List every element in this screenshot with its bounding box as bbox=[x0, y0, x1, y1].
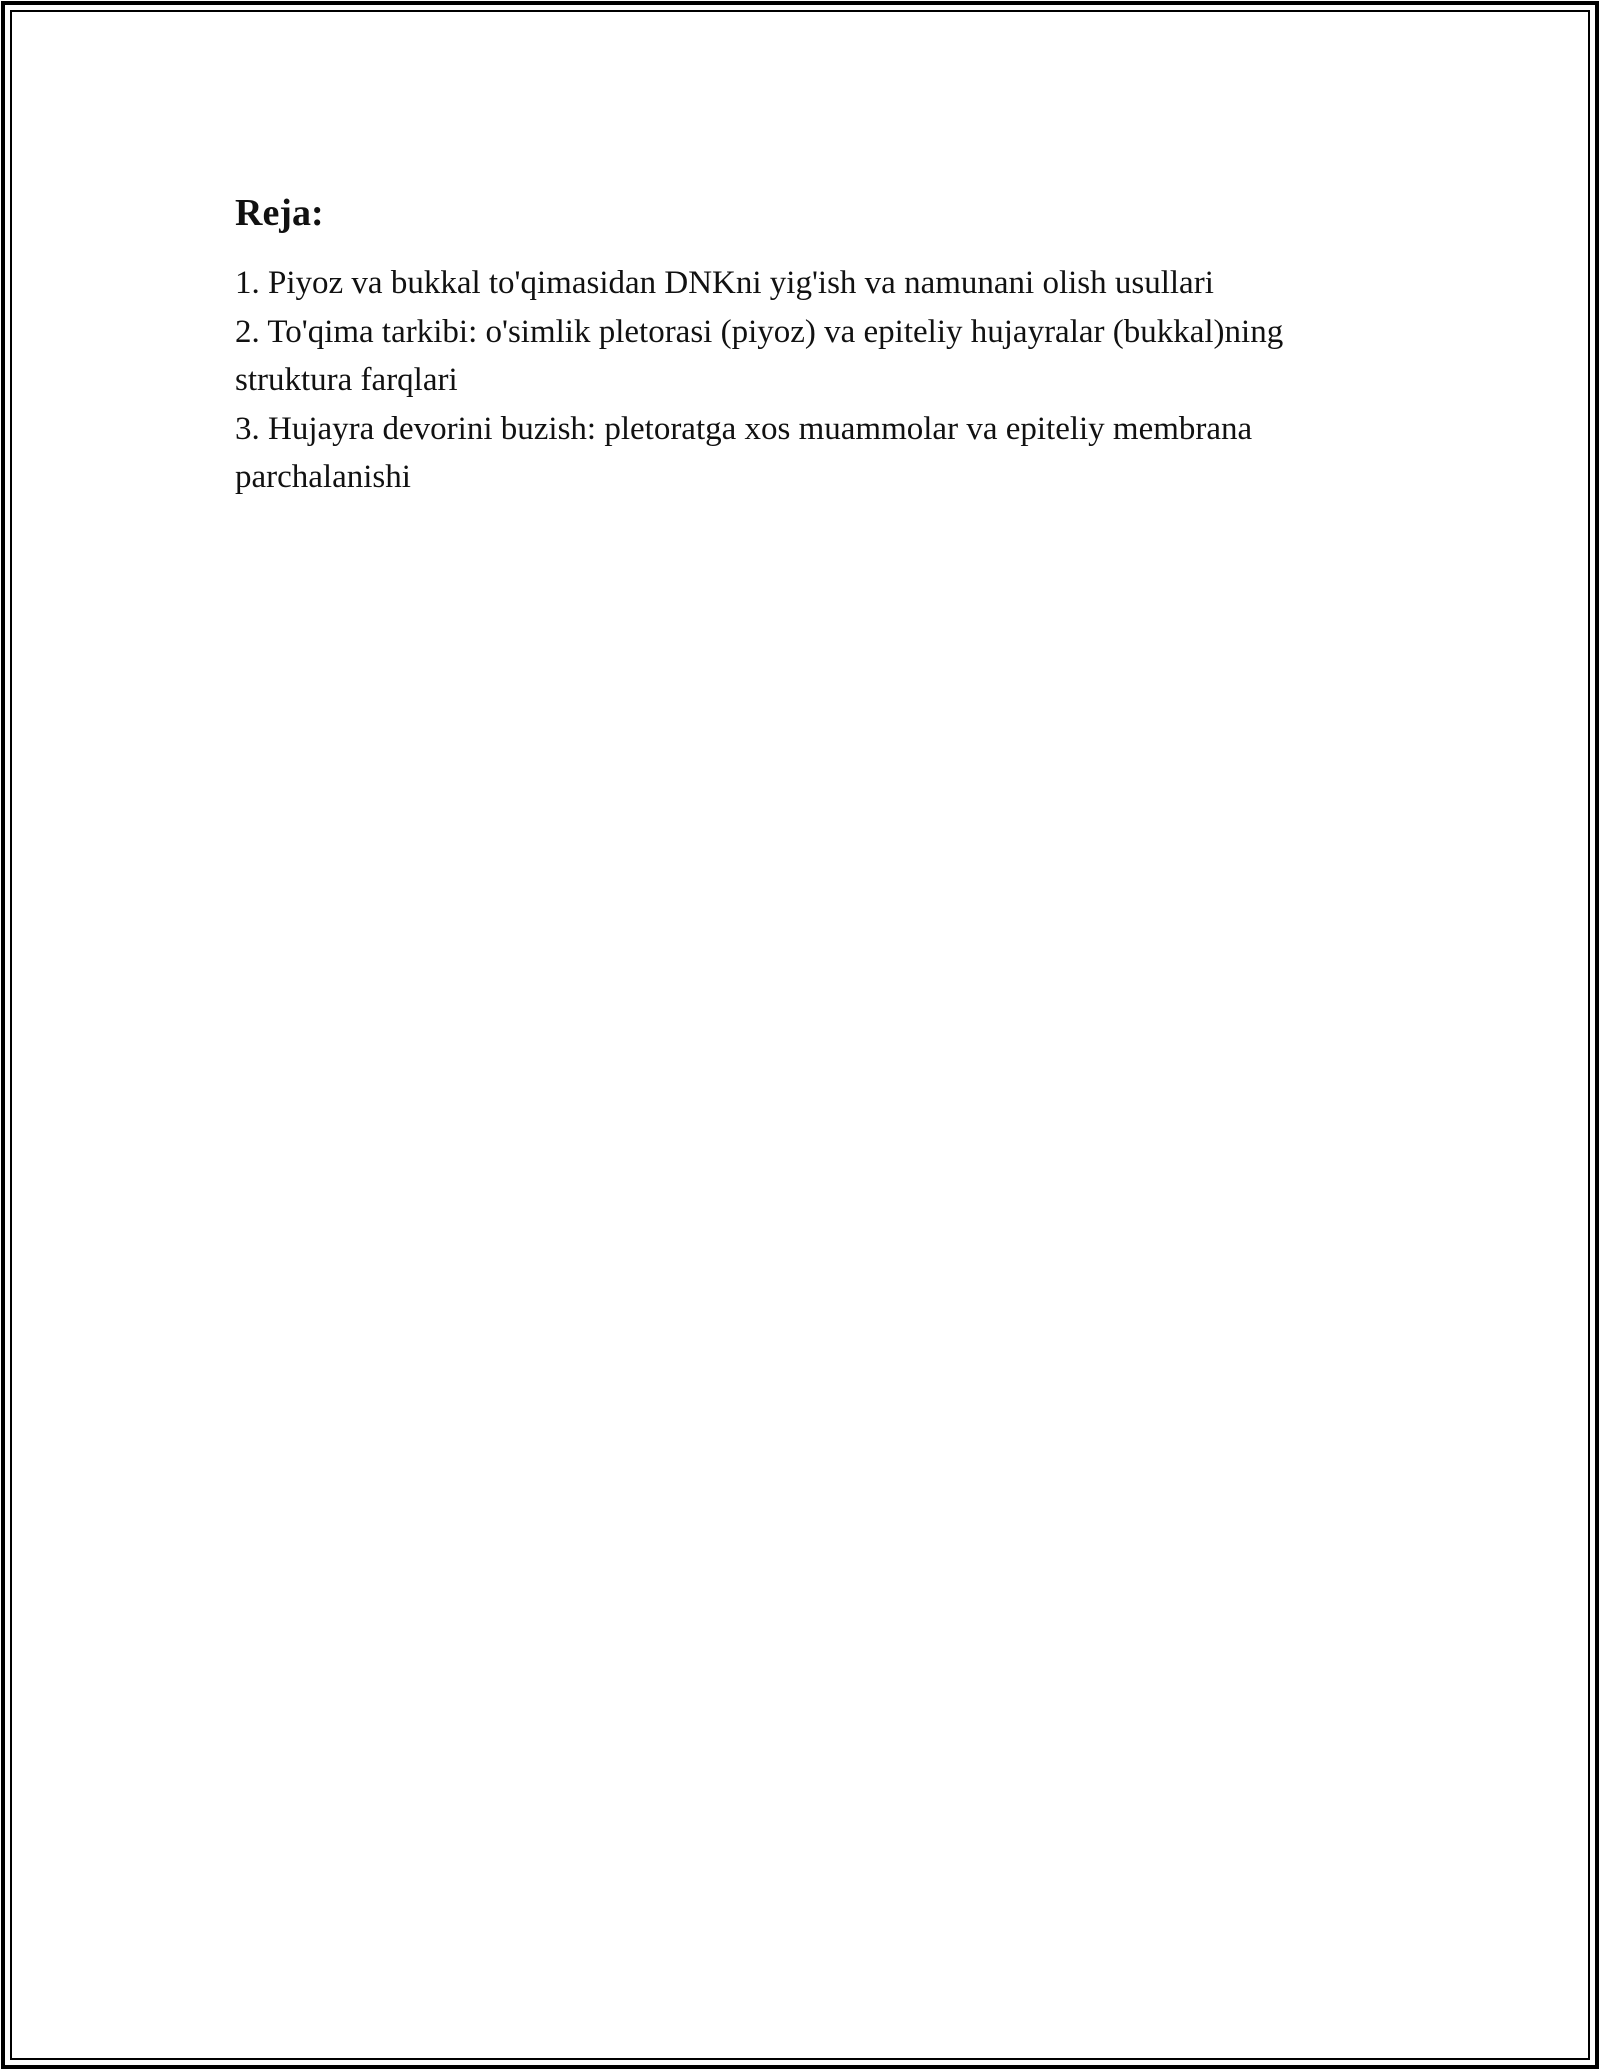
document-body bbox=[235, 185, 1395, 502]
plan-item-1: 1. Piyoz va bukkal to'qimasidan DNKni yig'ish va namunani olish usullari bbox=[235, 265, 1214, 301]
plan-heading: Reja: bbox=[235, 192, 324, 234]
plan-item-3: 3. Hujayra devorini buzish: pletoratga xos muammolar va epiteliy membrana parchalanishi bbox=[235, 410, 1253, 495]
plan-list bbox=[235, 259, 1395, 502]
plan-item-2: 2. To'qima tarkibi: o'simlik pletorasi (piyoz) va epiteliy hujayralar (bukkal)ning struktura farqlari bbox=[235, 313, 1284, 398]
